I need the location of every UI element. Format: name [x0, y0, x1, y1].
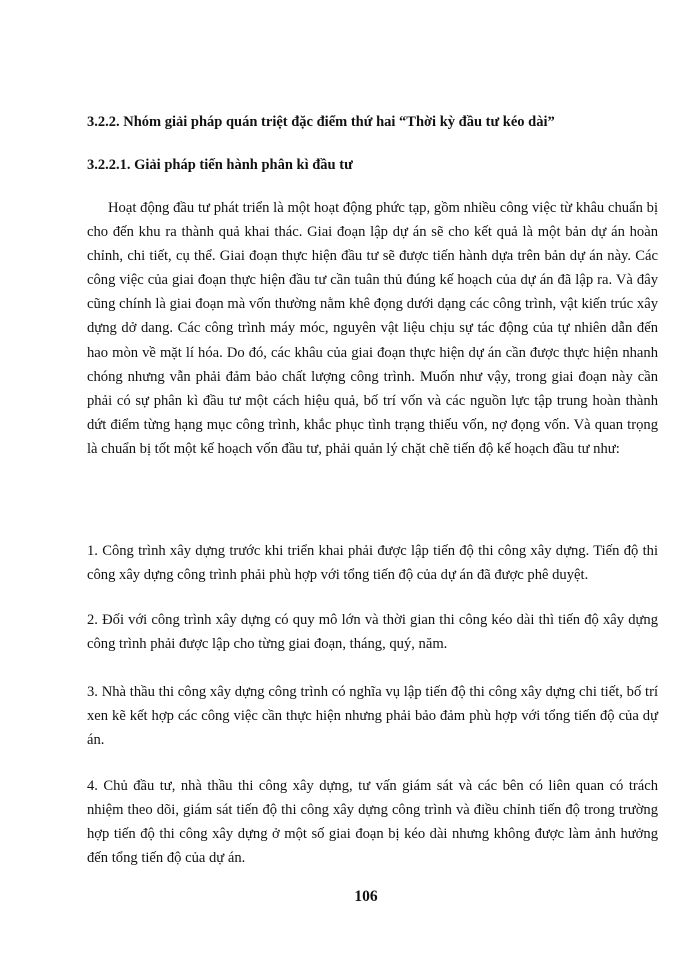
list-item: 1. Công trình xây dựng trước khi triển khai phải được lập tiến độ thi công xây dựng. Tiến độ thi công xây dựng công trình phải phù hợp với tổng tiến độ của dự án đã được phê duyệt. — [87, 543, 658, 584]
list-item: 3. Nhà thầu thi công xây dựng công trình có nghĩa vụ lập tiến độ thi công xây dựng chi tiết, bố trí xen kẽ kết hợp các công việc cần thực hiện nhưng phải bảo đảm phù hợp với tổng tiến độ của dự án. — [87, 684, 658, 749]
section-heading: 3.2.2. Nhóm giải pháp quán triệt đặc điểm thứ hai “Thời kỳ đầu tư kéo dài” — [87, 114, 555, 130]
list-item: 2. Đối với công trình xây dựng có quy mô lớn và thời gian thi công kéo dài thì tiến độ xây dựng công trình phải được lập cho từng giai đoạn, tháng, quý, năm. — [87, 612, 658, 653]
list-item: 4. Chủ đầu tư, nhà thầu thi công xây dựng, tư vấn giám sát và các bên có liên quan có trách nhiệm theo dõi, giám sát tiến độ thi công xây dựng công trình và điều chỉnh tiến độ trong trường hợp tiến độ thi công xây dựng ở một số giai đoạn bị kéo dài nhưng không được làm ảnh hưởng đến tổng tiến độ của dự án. — [87, 778, 658, 867]
subsection-heading: 3.2.2.1. Giải pháp tiến hành phân kì đầu tư — [87, 157, 353, 173]
page-number: 106 — [354, 888, 378, 905]
intro-paragraph: Hoạt động đầu tư phát triển là một hoạt động phức tạp, gồm nhiều công việc từ khâu chuẩn bị cho đến khu ra thành quả khai thác. Giai đoạn lập dự án sẽ cho kết quả là một bản dự án hoàn chỉnh, chi tiết, cụ thể. Giai đoạn thực hiện đầu tư sẽ được tiến hành dựa trên bản dự án này. Các công việc của giai đoạn thực hiện đầu tư cần tuân thủ đúng kế hoạch của dự án đã lập ra. Và đây cũng chính là giai đoạn mà vốn thường nằm khê đọng dưới dạng các công trình, vật kiến trúc xây dựng dở dang. Các công trình máy móc, nguyên vật liệu chịu sự tác động của tự nhiên dẫn đến hao mòn về mặt lí hóa. Do đó, các khâu của giai đoạn thực hiện dự án cần được thực hiện nhanh chóng nhưng vẫn phải đảm bảo chất lượng công trình. Muốn như vậy, trong giai đoạn này cần phải có sự phân kì đầu tư một cách hiệu quả, bố trí vốn và các nguồn lực tập trung hoàn thành dứt điểm từng hạng mục công trình, khắc phục tình trạng thiếu vốn, nợ đọng vốn. Và quan trọng là chuẩn bị tốt một kế hoạch vốn đầu tư, phải quản lý chặt chẽ tiến độ kế hoạch đầu tư như: — [87, 200, 658, 457]
